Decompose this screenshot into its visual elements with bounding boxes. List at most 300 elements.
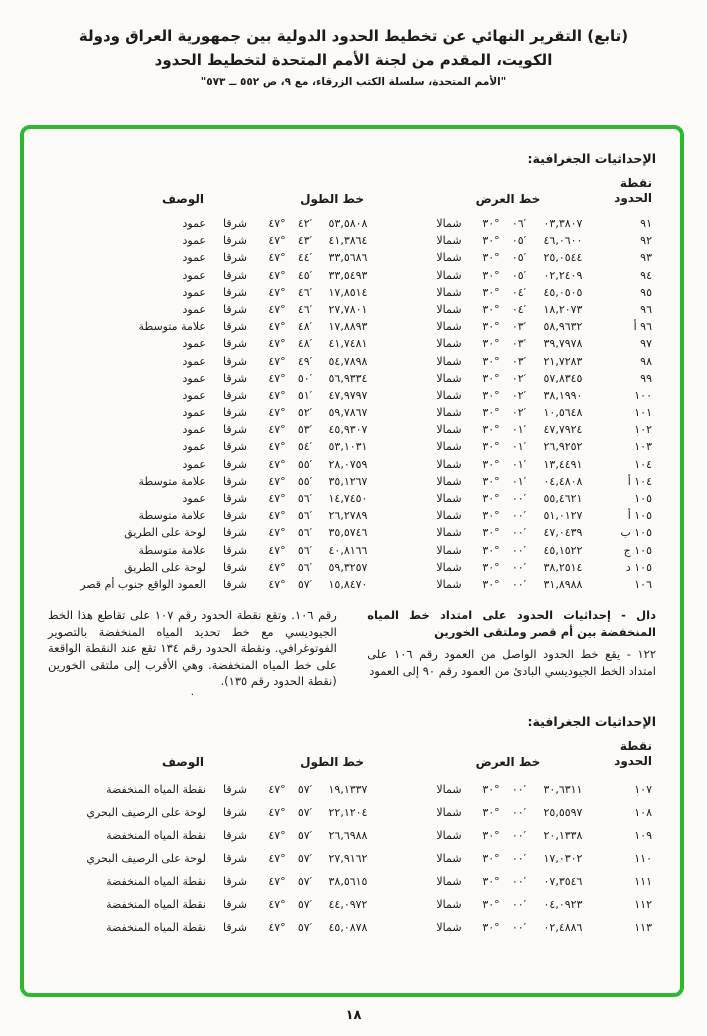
cell-lat-seconds: ٤٦,٠٦٠٠ xyxy=(543,234,583,248)
cell-lat-minutes: ٠٠′ xyxy=(511,851,527,865)
cell-lon-minutes: ٥٧′ xyxy=(297,805,313,819)
cell-lat-seconds: ٠٤,٤٨٠٨ xyxy=(543,474,583,488)
cell-description: عمود xyxy=(182,423,206,437)
cell-north-label: شمالا xyxy=(436,234,462,248)
cell-lat-degrees: ٣٠° xyxy=(482,543,500,557)
cell-lon-minutes: ٤٩′ xyxy=(297,354,313,368)
cell-north-label: شمالا xyxy=(436,388,462,402)
cell-lat-degrees: ٣٠° xyxy=(482,234,500,248)
cell-lat-degrees: ٣٠° xyxy=(482,354,500,368)
table-row xyxy=(48,801,656,824)
cell-north-label: شمالا xyxy=(436,851,462,865)
table-row xyxy=(48,542,656,559)
cell-description: علامة متوسطة xyxy=(138,509,206,523)
cell-lon-seconds: ٢٦,٢٧٨٩ xyxy=(328,509,368,523)
header-title-line-2: الكويت، المقدم من لجنة الأمم المتحدة لتخطيط الحدود xyxy=(154,51,553,69)
cell-point-number: ٩٦ أ xyxy=(633,320,652,334)
frame-content xyxy=(24,129,680,939)
cell-lat-minutes: ٠٢′ xyxy=(511,371,527,385)
cell-lon-degrees: ٤٧° xyxy=(268,251,286,265)
cell-lon-degrees: ٤٧° xyxy=(268,851,286,865)
cell-lon-seconds: ٥٣,٥٨٠٨ xyxy=(328,217,368,230)
cell-north-label: شمالا xyxy=(436,457,462,471)
table-row xyxy=(48,232,656,249)
cell-lon-degrees: ٤٧° xyxy=(268,457,286,471)
column-header-longitude: خط الطول xyxy=(300,754,364,769)
coordinates-table-1 xyxy=(48,215,656,593)
cell-lat-seconds: ٣١,٨٩٨٨ xyxy=(543,577,583,591)
cell-lon-degrees: ٤٧° xyxy=(268,320,286,334)
cell-lat-minutes: ٠٠′ xyxy=(511,805,527,819)
cell-point-number: ١١٠ xyxy=(634,851,652,865)
table-row xyxy=(48,421,656,438)
table-row xyxy=(48,404,656,421)
cell-point-number: ٩١ xyxy=(640,217,652,230)
cell-lon-minutes: ٥٥′ xyxy=(297,457,313,471)
cell-lon-degrees: ٤٧° xyxy=(268,406,286,420)
cell-lon-minutes: ٥٧′ xyxy=(297,851,313,865)
geographic-coordinates-section-1 xyxy=(48,151,656,593)
cell-description: نقطة المياه المنخفضة xyxy=(106,874,206,888)
cell-lat-seconds: ٣٠,٦٣١١ xyxy=(543,782,583,796)
table-row xyxy=(48,215,656,232)
table-row xyxy=(48,473,656,490)
cell-point-number: ١١٢ xyxy=(634,897,652,911)
cell-point-number: ٩٤ xyxy=(640,268,652,282)
cell-point-number: ١٠٥ أ xyxy=(627,509,652,523)
cell-point-number: ١٠٨ xyxy=(634,805,652,819)
cell-point-number: ١٠٦ xyxy=(634,577,652,591)
cell-lon-degrees: ٤٧° xyxy=(268,440,286,454)
cell-description: لوحة على الطريق xyxy=(124,560,206,574)
cell-north-label: شمالا xyxy=(436,897,462,911)
cell-north-label: شمالا xyxy=(436,251,462,265)
cell-description: لوحة على الرصيف البحري xyxy=(86,851,206,865)
page-footer xyxy=(0,1004,707,1023)
cell-lat-seconds: ٣٨,٢٥١٤ xyxy=(543,560,583,574)
cell-lon-seconds: ٢٨,٠٧٥٩ xyxy=(328,457,368,471)
table-row xyxy=(48,353,656,370)
cell-description: عمود xyxy=(182,268,206,282)
cell-lon-seconds: ٤٥,٩٣٠٧ xyxy=(328,423,368,437)
column-header-point-line1: نقطة xyxy=(619,738,652,753)
cell-north-label: شمالا xyxy=(436,492,462,505)
cell-east-label: شرقا xyxy=(223,805,247,819)
column-header-point-line2: الحدود xyxy=(614,753,652,768)
table-row xyxy=(48,524,656,541)
cell-east-label: شرقا xyxy=(223,371,247,385)
cell-lat-degrees: ٣٠° xyxy=(482,285,500,299)
cell-lon-minutes: ٥٧′ xyxy=(297,920,313,934)
cell-east-label: شرقا xyxy=(223,920,247,934)
cell-description: لوحة على الرصيف البحري xyxy=(86,805,206,819)
content-frame xyxy=(20,125,684,997)
cell-lon-seconds: ٣٣,٥٦٨٦ xyxy=(328,251,368,265)
cell-lon-degrees: ٤٧° xyxy=(268,474,286,488)
column-header-description: الوصف xyxy=(161,192,204,206)
cell-description: عمود xyxy=(182,285,206,299)
cell-north-label: شمالا xyxy=(436,337,462,351)
cell-lat-seconds: ٢١,٧٢٨٣ xyxy=(543,354,583,368)
cell-description: عمود xyxy=(182,337,206,351)
cell-point-number: ٩٧ xyxy=(640,337,652,351)
cell-lat-seconds: ٥٨,٩٦٣٢ xyxy=(543,320,583,334)
cell-east-label: شرقا xyxy=(223,406,247,420)
cell-lon-degrees: ٤٧° xyxy=(268,897,286,911)
cell-lat-minutes: ٠٣′ xyxy=(511,320,527,334)
cell-lon-minutes: ٤٣′ xyxy=(297,234,313,248)
table-row xyxy=(48,778,656,801)
cell-east-label: شرقا xyxy=(223,388,247,402)
cell-lon-seconds: ٤٤,٠٩٧٢ xyxy=(328,897,368,911)
cell-lat-degrees: ٣٠° xyxy=(482,474,500,488)
column-header-point xyxy=(594,739,652,769)
table-row xyxy=(48,267,656,284)
cell-north-label: شمالا xyxy=(436,268,462,282)
cell-lat-minutes: ٠١′ xyxy=(511,440,527,454)
cell-lat-minutes: ٠٣′ xyxy=(511,337,527,351)
table-row xyxy=(48,916,656,939)
column-header-point-line1: نقطة xyxy=(619,176,652,190)
cell-lat-degrees: ٣٠° xyxy=(482,577,500,591)
cell-lon-degrees: ٤٧° xyxy=(268,217,286,230)
cell-east-label: شرقا xyxy=(223,897,247,911)
cell-lon-minutes: ٤٥′ xyxy=(297,268,313,282)
cell-point-number: ٩٩ xyxy=(640,371,652,385)
table-row xyxy=(48,370,656,387)
cell-lon-seconds: ٥٩,٣٢٥٧ xyxy=(328,560,368,574)
cell-lat-degrees: ٣٠° xyxy=(482,457,500,471)
cell-lon-minutes: ٥٧′ xyxy=(297,828,313,842)
cell-lon-seconds: ٤١,٧٤٨١ xyxy=(328,337,368,351)
cell-lon-seconds: ٣٣,٥٤٩٣ xyxy=(328,268,368,282)
cell-lat-minutes: ٠٥′ xyxy=(511,251,527,265)
cell-lon-degrees: ٤٧° xyxy=(268,828,286,842)
table-row xyxy=(48,870,656,893)
coordinates-table-2 xyxy=(48,778,656,939)
cell-lon-minutes: ٥٦′ xyxy=(297,543,313,557)
cell-lon-minutes: ٥٧′ xyxy=(297,577,313,591)
table-row xyxy=(48,335,656,352)
cell-lat-degrees: ٣٠° xyxy=(482,851,500,865)
cell-east-label: شرقا xyxy=(223,268,247,282)
cell-lat-degrees: ٣٠° xyxy=(482,406,500,420)
cell-lon-seconds: ٥٣,١٠٣١ xyxy=(328,440,368,454)
cell-lat-degrees: ٣٠° xyxy=(482,805,500,819)
cell-description: لوحة على الطريق xyxy=(124,526,206,540)
cell-north-label: شمالا xyxy=(436,874,462,888)
header-title-line-1: (تابع) التقرير النهائي عن تخطيط الحدود الدولية بين جمهورية العراق ودولة xyxy=(78,27,629,45)
cell-point-number: ١٠٠ xyxy=(634,388,652,402)
cell-lon-seconds: ٢٧,٩١٦٢ xyxy=(328,851,368,865)
cell-north-label: شمالا xyxy=(436,354,462,368)
section-title: الإحداثيات الجغرافية: xyxy=(527,713,656,729)
cell-description: عمود xyxy=(182,440,206,454)
cell-lon-degrees: ٤٧° xyxy=(268,337,286,351)
cell-description: عمود xyxy=(182,234,206,248)
cell-lon-seconds: ٢٧,٧٨٠١ xyxy=(328,302,368,316)
cell-lat-minutes: ٠٢′ xyxy=(511,406,527,420)
cell-point-number: ٩٥ xyxy=(640,285,652,299)
cell-north-label: شمالا xyxy=(436,526,462,540)
cell-lat-seconds: ٥٥,٤٦٢١ xyxy=(543,492,583,505)
note-column-left xyxy=(48,607,337,700)
cell-lon-seconds: ٢٦,٦٩٨٨ xyxy=(328,828,368,842)
cell-lat-minutes: ٠٠′ xyxy=(511,874,527,888)
cell-lat-minutes: ٠٥′ xyxy=(511,234,527,248)
cell-east-label: شرقا xyxy=(223,474,247,488)
cell-lat-seconds: ٤٧,٠٤٣٩ xyxy=(543,526,583,540)
table-row xyxy=(48,824,656,847)
cell-lat-degrees: ٣٠° xyxy=(482,320,500,334)
page-number: ١٨ xyxy=(345,1008,362,1023)
cell-description: عمود xyxy=(182,217,206,230)
cell-point-number: ٩٦ xyxy=(640,302,652,316)
cell-lon-minutes: ٥١′ xyxy=(297,388,313,402)
cell-east-label: شرقا xyxy=(223,285,247,299)
cell-lat-seconds: ١٣,٤٤٩١ xyxy=(543,457,583,471)
table-row xyxy=(48,847,656,870)
cell-lon-minutes: ٥٧′ xyxy=(297,874,313,888)
cell-lat-seconds: ٢٦,٩٢٥٢ xyxy=(543,440,583,454)
cell-north-label: شمالا xyxy=(436,920,462,934)
cell-lon-minutes: ٤٨′ xyxy=(297,337,313,351)
note-paragraph-right: ١٢٢ - يقع خط الحدود الواصل من العمود رقم ١٠٦ على امتداد الخط الجيوديسي البادئ من العمود رقم ٩٠ إلى العمود xyxy=(367,647,656,678)
cell-east-label: شرقا xyxy=(223,874,247,888)
cell-lon-degrees: ٤٧° xyxy=(268,302,286,316)
table-header xyxy=(48,176,656,206)
cell-description: عمود xyxy=(182,406,206,420)
cell-lat-seconds: ٢٠,١٣٣٨ xyxy=(543,828,583,842)
cell-east-label: شرقا xyxy=(223,354,247,368)
cell-lat-degrees: ٣٠° xyxy=(482,509,500,523)
cell-lat-degrees: ٣٠° xyxy=(482,897,500,911)
cell-north-label: شمالا xyxy=(436,285,462,299)
cell-lat-minutes: ٠٠′ xyxy=(511,509,527,523)
cell-lon-minutes: ٥٣′ xyxy=(297,423,313,437)
cell-lat-degrees: ٣٠° xyxy=(482,268,500,282)
cell-description: عمود xyxy=(182,371,206,385)
cell-lon-degrees: ٤٧° xyxy=(268,285,286,299)
cell-lat-minutes: ٠٠′ xyxy=(511,782,527,796)
cell-lat-degrees: ٣٠° xyxy=(482,440,500,454)
cell-lon-minutes: ٤٨′ xyxy=(297,320,313,334)
cell-lon-degrees: ٤٧° xyxy=(268,509,286,523)
table-row xyxy=(48,438,656,455)
cell-east-label: شرقا xyxy=(223,577,247,591)
cell-lat-degrees: ٣٠° xyxy=(482,782,500,796)
cell-lat-degrees: ٣٠° xyxy=(482,337,500,351)
cell-lat-minutes: ٠٠′ xyxy=(511,577,527,591)
cell-north-label: شمالا xyxy=(436,440,462,454)
cell-east-label: شرقا xyxy=(223,851,247,865)
cell-lon-degrees: ٤٧° xyxy=(268,234,286,248)
note-column-right xyxy=(367,607,656,700)
cell-point-number: ١٠٥ ج xyxy=(623,543,652,557)
cell-point-number: ١٠٩ xyxy=(634,828,652,842)
cell-lon-degrees: ٤٧° xyxy=(268,805,286,819)
cell-lat-minutes: ٠٤′ xyxy=(511,302,527,316)
cell-lon-degrees: ٤٧° xyxy=(268,920,286,934)
cell-lat-seconds: ٣٩,٧٩٧٨ xyxy=(543,337,583,351)
column-header-longitude: خط الطول xyxy=(300,192,364,206)
cell-description: علامة متوسطة xyxy=(138,543,206,557)
cell-lat-minutes: ٠٠′ xyxy=(511,897,527,911)
cell-lat-minutes: ٠٠′ xyxy=(511,560,527,574)
cell-lon-seconds: ٤٠,٨١٦٦ xyxy=(328,543,368,557)
cell-point-number: ١١١ xyxy=(634,874,652,888)
geographic-coordinates-section-2 xyxy=(48,714,656,939)
cell-lon-seconds: ١٧,٨٥١٤ xyxy=(328,285,368,299)
cell-lat-minutes: ٠١′ xyxy=(511,474,527,488)
cell-description: علامة متوسطة xyxy=(138,320,206,334)
cell-lon-degrees: ٤٧° xyxy=(268,354,286,368)
cell-lon-seconds: ٥٦,٩٣٣٤ xyxy=(328,371,368,385)
cell-lat-minutes: ٠٠′ xyxy=(511,543,527,557)
cell-lon-degrees: ٤٧° xyxy=(268,782,286,796)
column-header-description: الوصف xyxy=(161,754,204,769)
cell-description: نقطة المياه المنخفضة xyxy=(106,828,206,842)
cell-east-label: شرقا xyxy=(223,526,247,540)
cell-lon-seconds: ١٤,٧٤٥٠ xyxy=(328,492,368,505)
cell-north-label: شمالا xyxy=(436,217,462,230)
cell-lon-minutes: ٤٤′ xyxy=(297,251,313,265)
cell-east-label: شرقا xyxy=(223,423,247,437)
cell-lat-degrees: ٣٠° xyxy=(482,423,500,437)
cell-point-number: ١٠١ xyxy=(634,406,652,420)
cell-lon-degrees: ٤٧° xyxy=(268,560,286,574)
cell-lat-minutes: ٠٠′ xyxy=(511,920,527,934)
table-row xyxy=(48,284,656,301)
cell-lat-seconds: ١٧,٠٣٠٢ xyxy=(543,851,583,865)
cell-lon-seconds: ١٥,٨٤٧٠ xyxy=(328,577,368,591)
cell-lat-seconds: ٠٤,٠٩٢٣ xyxy=(543,897,583,911)
cell-lat-degrees: ٣٠° xyxy=(482,217,500,230)
cell-lon-degrees: ٤٧° xyxy=(268,371,286,385)
table-row xyxy=(48,490,656,507)
column-header-point xyxy=(594,176,652,206)
cell-east-label: شرقا xyxy=(223,457,247,471)
cell-lon-seconds: ٣٨,٥٦١٥ xyxy=(328,874,368,888)
table-row xyxy=(48,318,656,335)
cell-north-label: شمالا xyxy=(436,577,462,591)
cell-lat-seconds: ٢٥,٠٥٤٤ xyxy=(543,251,583,265)
cell-lon-degrees: ٤٧° xyxy=(268,874,286,888)
cell-description: عمود xyxy=(182,388,206,402)
cell-point-number: ١٠٢ xyxy=(634,423,652,437)
cell-lat-minutes: ٠٣′ xyxy=(511,354,527,368)
cell-description: نقطة المياه المنخفضة xyxy=(106,782,206,796)
cell-north-label: شمالا xyxy=(436,543,462,557)
cell-lon-seconds: ١٧,٨٨٩٣ xyxy=(328,320,368,334)
cell-lat-degrees: ٣٠° xyxy=(482,371,500,385)
cell-north-label: شمالا xyxy=(436,560,462,574)
cell-point-number: ٩٨ xyxy=(640,354,652,368)
column-header-point-line2: الحدود xyxy=(614,191,652,205)
cell-lon-minutes: ٥٥′ xyxy=(297,474,313,488)
cell-lon-minutes: ٥٦′ xyxy=(297,526,313,540)
cell-lon-minutes: ٥٧′ xyxy=(297,897,313,911)
cell-point-number: ١٠٤ xyxy=(634,457,652,471)
notes-section xyxy=(48,607,656,700)
cell-description: عمود xyxy=(182,251,206,265)
cell-lon-seconds: ٣٥,٥٧٤٦ xyxy=(328,526,368,540)
cell-east-label: شرقا xyxy=(223,828,247,842)
cell-point-number: ١٠٥ xyxy=(634,492,652,505)
cell-lat-minutes: ٠٠′ xyxy=(511,492,527,505)
cell-north-label: شمالا xyxy=(436,509,462,523)
cell-north-label: شمالا xyxy=(436,371,462,385)
cell-lat-degrees: ٣٠° xyxy=(482,828,500,842)
cell-lat-seconds: ٠٧,٣٥٤٦ xyxy=(543,874,583,888)
cell-lon-minutes: ٤٦′ xyxy=(297,302,313,316)
cell-description: نقطة المياه المنخفضة xyxy=(106,897,206,911)
cell-lat-seconds: ٥١,٠١٢٧ xyxy=(543,509,583,523)
table-row xyxy=(48,301,656,318)
note-heading: دال - إحداثيات الحدود على امتداد خط المياه المنخفضة بين أم قصر وملتقى الخورين xyxy=(367,608,656,639)
cell-lat-minutes: ٠٢′ xyxy=(511,388,527,402)
cell-lat-minutes: ٠٠′ xyxy=(511,526,527,540)
cell-description: عمود xyxy=(182,302,206,316)
cell-lat-degrees: ٣٠° xyxy=(482,874,500,888)
cell-lat-degrees: ٣٠° xyxy=(482,302,500,316)
cell-lon-seconds: ٢٢,١٢٠٤ xyxy=(328,805,368,819)
cell-lat-minutes: ٠٤′ xyxy=(511,285,527,299)
cell-lon-seconds: ٥٩,٧٨٦٧ xyxy=(328,406,368,420)
cell-east-label: شرقا xyxy=(223,782,247,796)
cell-lat-seconds: ٤٥,٠٥٠٥ xyxy=(543,285,583,299)
cell-point-number: ١٠٣ xyxy=(634,440,652,454)
cell-lat-seconds: ٤٥,١٥٢٢ xyxy=(543,543,583,557)
table-row xyxy=(48,387,656,404)
cell-north-label: شمالا xyxy=(436,302,462,316)
table-row xyxy=(48,456,656,473)
cell-lon-seconds: ٥٤,٧٨٩٨ xyxy=(328,354,368,368)
cell-north-label: شمالا xyxy=(436,828,462,842)
cell-north-label: شمالا xyxy=(436,423,462,437)
cell-lat-degrees: ٣٠° xyxy=(482,388,500,402)
table-row xyxy=(48,507,656,524)
cell-east-label: شرقا xyxy=(223,320,247,334)
cell-lat-degrees: ٣٠° xyxy=(482,920,500,934)
cell-east-label: شرقا xyxy=(223,337,247,351)
cell-lon-degrees: ٤٧° xyxy=(268,492,286,505)
cell-east-label: شرقا xyxy=(223,509,247,523)
cell-lon-degrees: ٤٧° xyxy=(268,268,286,282)
cell-lat-minutes: ٠٦′ xyxy=(511,217,527,230)
table-row xyxy=(48,893,656,916)
cell-point-number: ٩٢ xyxy=(640,234,652,248)
cell-lon-minutes: ٥٧′ xyxy=(297,782,313,796)
cell-north-label: شمالا xyxy=(436,474,462,488)
cell-point-number: ١٠٧ xyxy=(634,782,652,796)
cell-lat-minutes: ٠١′ xyxy=(511,423,527,437)
cell-lat-degrees: ٣٠° xyxy=(482,251,500,265)
column-header-latitude: خط العرض xyxy=(475,192,541,206)
table-row xyxy=(48,576,656,593)
cell-lon-seconds: ٤٧,٩٧٩٧ xyxy=(328,388,368,402)
cell-lon-seconds: ٤١,٣٨٦٤ xyxy=(328,234,368,248)
cell-point-number: ٩٣ xyxy=(640,251,652,265)
cell-east-label: شرقا xyxy=(223,560,247,574)
cell-north-label: شمالا xyxy=(436,320,462,334)
cell-point-number: ١١٣ xyxy=(634,920,652,934)
cell-lat-seconds: ٠٢,٢٤٠٩ xyxy=(543,268,583,282)
note-end-dot: · xyxy=(190,687,195,701)
cell-lat-degrees: ٣٠° xyxy=(482,492,500,505)
cell-lon-degrees: ٤٧° xyxy=(268,423,286,437)
cell-lat-seconds: ٠٢,٤٨٨٦ xyxy=(543,920,583,934)
